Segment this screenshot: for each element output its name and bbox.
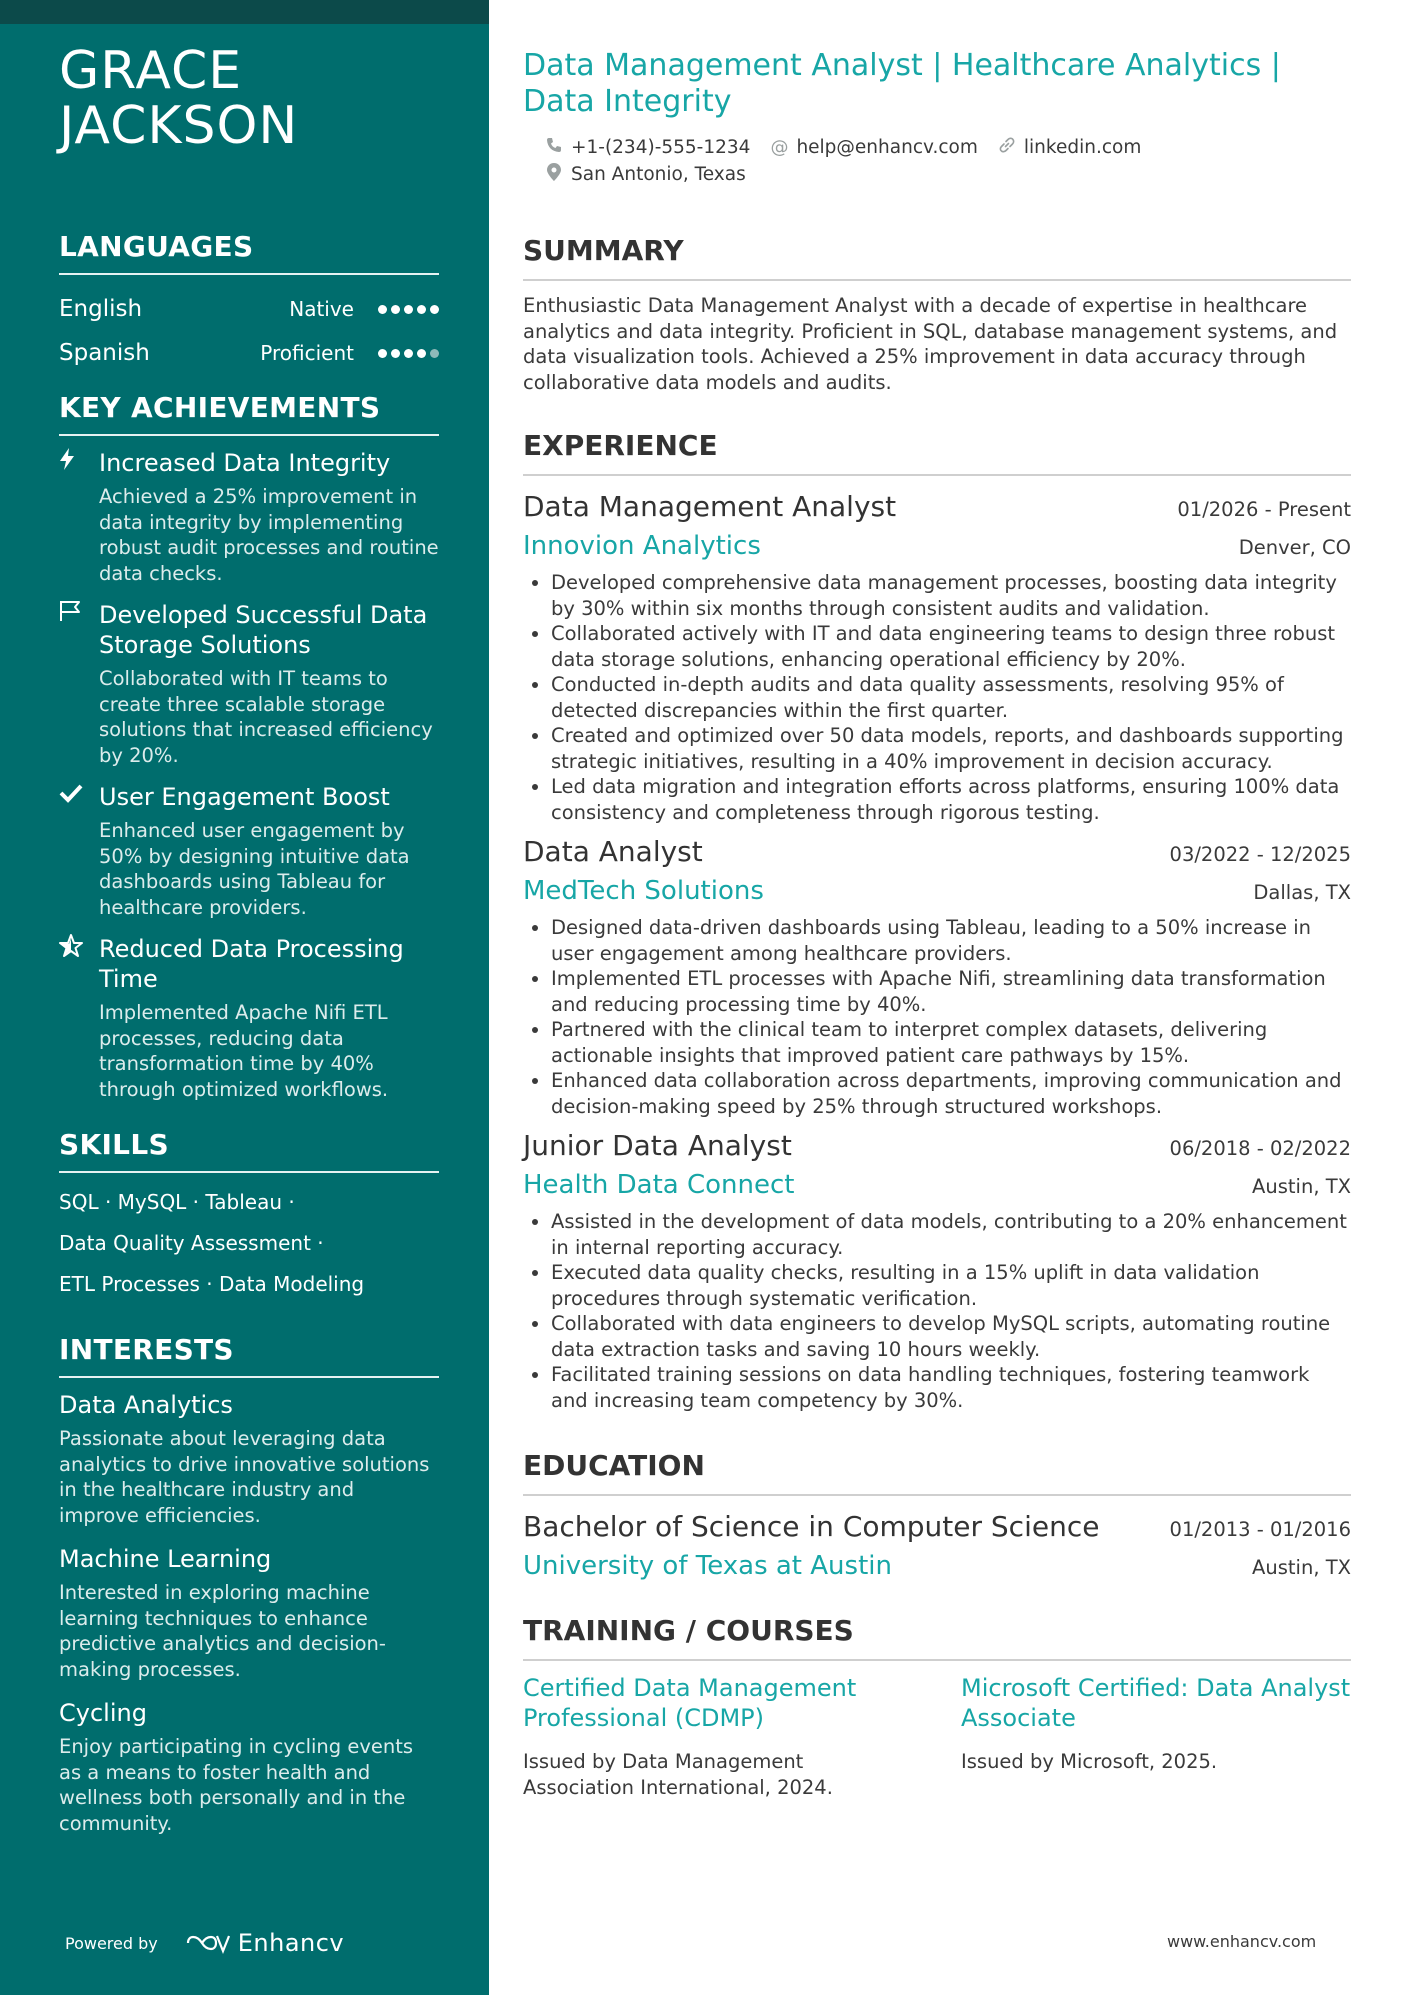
course-title: Microsoft Certified: Data Analyst Associate — [961, 1674, 1351, 1732]
language-name: English — [59, 296, 143, 322]
language-row — [59, 287, 439, 331]
lightning-icon — [59, 448, 99, 586]
language-level: Proficient — [260, 341, 354, 365]
proficiency-dot — [391, 349, 400, 358]
achievements-heading: KEY ACHIEVEMENTS — [59, 391, 439, 436]
experience-section — [523, 429, 1351, 1413]
footer-url[interactable]: www.enhancv.com — [1167, 1932, 1317, 1951]
job-bullet: • Led data migration and integration efforts across platforms, ensuring 100% data consistency and completeness through rigorous testing. — [551, 774, 1351, 825]
interests-heading: INTERESTS — [59, 1333, 439, 1378]
job-bullets — [523, 915, 1351, 1119]
job-date: 03/2022 - 12/2025 — [1169, 843, 1351, 866]
enhancv-brand: Enhancv — [237, 1929, 345, 1957]
enhancv-logo[interactable] — [184, 1929, 344, 1957]
job-entry — [523, 1127, 1351, 1413]
job-bullet: • Implemented ETL processes with Apache Nifi, streamlining data transformation and reducing processing time by 40%. — [551, 966, 1351, 1017]
flag-icon — [59, 600, 99, 768]
course-item — [523, 1673, 913, 1800]
interest-title: Cycling — [59, 1699, 147, 1727]
achievement-title: Increased Data Integrity — [99, 449, 391, 477]
course-title: Certified Data Management Professional (CDMP) — [523, 1674, 857, 1732]
check-icon — [59, 782, 99, 920]
enhancv-logo-icon — [184, 1932, 230, 1954]
language-name: Spanish — [59, 340, 150, 366]
job-title: Data Analyst — [523, 835, 703, 868]
education-date: 01/2013 - 01/2016 — [1169, 1518, 1351, 1541]
achievement-item — [59, 934, 439, 1102]
skills-heading: SKILLS — [59, 1128, 439, 1173]
first-name: GRACE — [59, 41, 243, 101]
company-name: Health Data Connect — [523, 1170, 795, 1200]
company-name: Innovion Analytics — [523, 531, 761, 561]
job-title: Junior Data Analyst — [523, 1129, 792, 1162]
linkedin[interactable] — [998, 136, 1141, 159]
job-bullets — [523, 570, 1351, 825]
last-name: JACKSON — [59, 96, 299, 156]
interests-section — [59, 1333, 439, 1836]
job-entry — [523, 488, 1351, 825]
proficiency-dot — [378, 305, 387, 314]
star-icon — [59, 934, 99, 1102]
job-bullet: • Developed comprehensive data management processes, boosting data integrity by 30% within six months through consistent audits and validation. — [551, 570, 1351, 621]
achievement-description: Achieved a 25% improvement in data integrity by implementing robust audit processes and routine data checks. — [99, 485, 439, 585]
job-bullet: • Partnered with the clinical team to interpret complex datasets, delivering actionable insights that improved patient care pathways by 15%. — [551, 1017, 1351, 1068]
language-level: Native — [289, 297, 354, 321]
achievement-item — [59, 600, 439, 768]
achievement-title: User Engagement Boost — [99, 783, 390, 811]
headline: Data Management Analyst | Healthcare Analytics | Data Integrity — [523, 48, 1281, 119]
candidate-name — [59, 41, 439, 156]
course-item — [961, 1673, 1351, 1800]
achievement-description: Implemented Apache Nifi ETL processes, reducing data transformation time by 40% through optimized workflows. — [99, 1001, 389, 1101]
job-bullet: • Designed data-driven dashboards using Tableau, leading to a 50% increase in user engagement among healthcare providers. — [551, 915, 1351, 966]
job-bullets — [523, 1209, 1351, 1413]
experience-heading: EXPERIENCE — [523, 429, 1351, 476]
location-pin-icon — [545, 163, 563, 186]
training-section — [523, 1614, 1351, 1800]
job-bullet: • Facilitated training sessions on data handling techniques, fostering teamwork and increasing team competency by 30%. — [551, 1362, 1351, 1413]
languages-section — [59, 230, 439, 375]
interest-description: Enjoy participating in cycling events as a means to foster health and wellness both personally and in the community. — [59, 1735, 414, 1835]
main-content — [523, 48, 1351, 1800]
interest-title: Data Analytics — [59, 1391, 233, 1419]
proficiency-dot — [430, 305, 439, 314]
achievement-item — [59, 448, 439, 586]
job-title: Data Management Analyst — [523, 490, 897, 523]
proficiency-dot — [417, 305, 426, 314]
job-location: Austin, TX — [1252, 1175, 1351, 1198]
proficiency-dot — [391, 305, 400, 314]
achievements-section — [59, 391, 439, 1102]
achievement-description: Enhanced user engagement by 50% by designing intuitive data dashboards using Tableau for healthcare providers. — [99, 819, 410, 919]
school-name: University of Texas at Austin — [523, 1551, 892, 1581]
job-date: 06/2018 - 02/2022 — [1169, 1137, 1351, 1160]
proficiency-dot — [404, 305, 413, 314]
summary-section — [523, 234, 1351, 395]
contact-info — [523, 134, 1351, 188]
education-section — [523, 1449, 1351, 1586]
job-date: 01/2026 - Present — [1177, 498, 1351, 521]
sidebar-top-band — [0, 0, 489, 24]
achievement-description: Collaborated with IT teams to create three scalable storage solutions that increased efficiency by 20%. — [99, 667, 433, 767]
proficiency-dot-empty — [430, 349, 439, 358]
course-description: Issued by Data Management Association International, 2024. — [523, 1750, 833, 1799]
skills-line: Data Quality Assessment · — [59, 1231, 324, 1255]
phone-number: +1-(234)-555-1234 — [571, 137, 751, 158]
job-bullet: • Collaborated actively with IT and data engineering teams to design three robust data storage solutions, enhancing operational efficiency by 20%. — [551, 621, 1351, 672]
job-bullet: • Enhanced data collaboration across departments, improving communication and decision-making speed by 25% through structured workshops. — [551, 1068, 1351, 1119]
skills-line: ETL Processes · Data Modeling — [59, 1272, 365, 1296]
achievement-title: Developed Successful Data Storage Solutions — [99, 601, 428, 659]
powered-by-label: Powered by — [65, 1933, 158, 1953]
job-bullet: • Conducted in-depth audits and data quality assessments, resolving 95% of detected discrepancies within the first quarter. — [551, 672, 1351, 723]
languages-heading: LANGUAGES — [59, 230, 439, 275]
skills-section — [59, 1128, 439, 1297]
at-icon: @ — [770, 137, 789, 158]
phone-icon — [545, 137, 563, 158]
job-bullet: • Assisted in the development of data models, contributing to a 20% enhancement in internal reporting accuracy. — [551, 1209, 1351, 1260]
achievement-title: Reduced Data Processing Time — [99, 935, 404, 993]
interest-title: Machine Learning — [59, 1545, 272, 1573]
education-location: Austin, TX — [1252, 1556, 1351, 1579]
training-heading: TRAINING / COURSES — [523, 1614, 1351, 1661]
interest-description: Interested in exploring machine learning techniques to enhance predictive analytics and decision-making processes. — [59, 1581, 386, 1681]
job-bullet: • Executed data quality checks, resulting in a 15% uplift in data validation procedures through systematic verification. — [551, 1260, 1351, 1311]
phone[interactable] — [545, 137, 750, 158]
degree: Bachelor of Science in Computer Science — [523, 1510, 1100, 1543]
summary-heading: SUMMARY — [523, 234, 1351, 281]
job-bullet: • Collaborated with data engineers to develop MySQL scripts, automating routine data extraction tasks and saving 10 hours weekly. — [551, 1311, 1351, 1362]
proficiency-dot — [404, 349, 413, 358]
email[interactable] — [770, 137, 977, 158]
sidebar — [0, 0, 489, 1995]
skills-line: SQL · MySQL · Tableau · — [59, 1190, 295, 1214]
proficiency-dots — [378, 305, 439, 314]
company-name: MedTech Solutions — [523, 876, 764, 906]
proficiency-dot — [378, 349, 387, 358]
link-icon — [998, 136, 1016, 159]
powered-by — [65, 1929, 344, 1957]
job-location: Denver, CO — [1238, 536, 1351, 559]
achievement-item — [59, 782, 439, 920]
job-location: Dallas, TX — [1253, 881, 1351, 904]
course-description: Issued by Microsoft, 2025. — [961, 1750, 1218, 1773]
job-entry — [523, 833, 1351, 1119]
location — [545, 163, 746, 186]
proficiency-dot — [417, 349, 426, 358]
language-row — [59, 331, 439, 375]
proficiency-dots — [378, 349, 439, 358]
summary-text: Enthusiastic Data Management Analyst with a decade of expertise in healthcare analytics and data integrity. Proficient in SQL, database management systems, and data visualization tools. Achieved a 25% improvement in data accuracy through collaborative data models and audits. — [523, 294, 1338, 394]
job-bullet: • Created and optimized over 50 data models, reports, and dashboards supporting strategic initiatives, resulting in a 40% improvement in decision accuracy. — [551, 723, 1351, 774]
interest-description: Passionate about leveraging data analytics to drive innovative solutions in the healthcare industry and improve efficiencies. — [59, 1427, 430, 1527]
location-text: San Antonio, Texas — [571, 164, 746, 185]
linkedin-url: linkedin.com — [1023, 137, 1142, 158]
email-address: help@enhancv.com — [796, 137, 978, 158]
education-heading: EDUCATION — [523, 1449, 1351, 1496]
